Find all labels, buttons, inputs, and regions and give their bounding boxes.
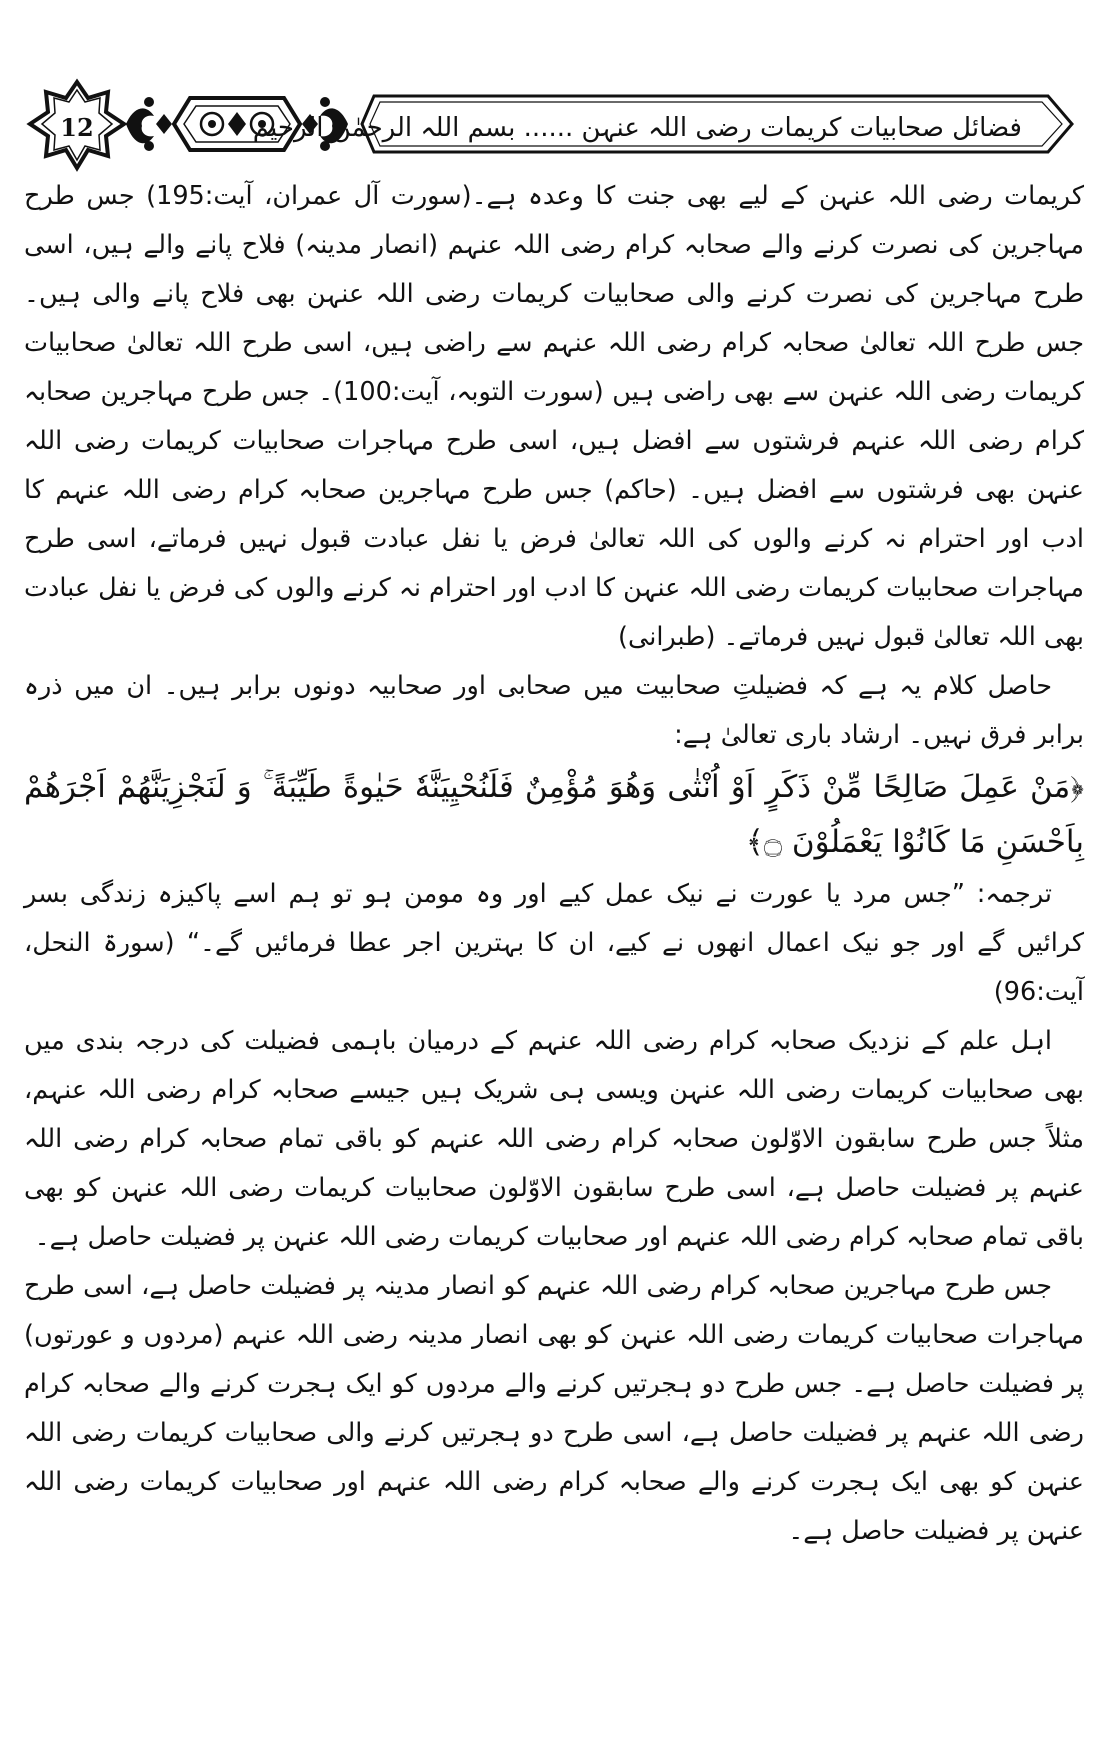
- running-title: فضائل صحابیات کریمات رضی اللہ عنہن ...... بسم اللہ الرحمٰن الرحیم: [252, 113, 1022, 143]
- paragraph: حاصل کلام یہ ہے کہ فضیلتِ صحابیت میں صحابی اور صحابیہ دونوں برابر ہیں۔ ان میں ذرہ برابر فرق نہیں۔ ارشاد باری تعالیٰ ہے:: [24, 671, 1084, 750]
- floral-ornament-icon: [126, 97, 172, 151]
- paragraph: اہل علم کے نزدیک صحابہ کرام رضی اللہ عنہم کے درمیان باہمی فضیلت کی درجہ بندی میں بھی صحابیات کریمات رضی اللہ عنہن ویسی ہی شریک ہیں جیسے صحابہ کرام رضی اللہ عنہم، مثلاً جس طرح سابقون الاوّلون صحابہ کرام رضی اللہ عنہم کو باقی تمام صحابہ کرام رضی اللہ عنہم پر فضیلت حاصل ہے، اسی طرح سابقون الاوّلون صحابیات کریمات رضی اللہ عنہن کو بھی باقی تمام صحابہ کرام رضی اللہ عنہم اور صحابیات کریمات رضی اللہ عنہن پر فضیلت حاصل ہے۔: [24, 1026, 1084, 1252]
- page-number: 12: [60, 112, 94, 142]
- page-header: [22, 80, 1082, 178]
- quran-verse: ﴿مَنْ عَمِلَ صَالِحًا مِّنْ ذَكَرٍ اَوْ اُنْثٰى وَهُوَ مُؤْمِنٌ فَلَنُحْيِيَنَّهٗ حَيٰوةً طَيِّبَةً ۚ وَ لَنَجْزِيَنَّهُمْ اَجْرَهُمْ بِاَحْسَنِ مَا كَانُوْا يَعْمَلُوْنَ ۝﴾: [24, 769, 1084, 860]
- page-body: [24, 172, 1084, 1747]
- translation-paragraph: ترجمہ: ”جس مرد یا عورت نے نیک عمل کیے اور وہ مومن ہو تو ہم اسے پاکیزہ زندگی بسر کرائیں گے اور جو نیک اعمال انھوں نے کیے، ان کا بہترین اجر عطا فرمائیں گے۔“ (سورۃ النحل، آیت:96): [24, 879, 1084, 1007]
- paragraph: جس طرح مہاجرین صحابہ کرام رضی اللہ عنہم کو انصار مدینہ پر فضیلت حاصل ہے، اسی طرح مہاجرات صحابیات کریمات رضی اللہ عنہن کو بھی انصار مدینہ رضی اللہ عنہم (مردوں و عورتوں) پر فضیلت حاصل ہے۔ جس طرح دو ہجرتیں کرنے والے مردوں کو ایک ہجرت کرنے والے صحابہ کرام رضی اللہ عنہم پر فضیلت حاصل ہے، اسی طرح دو ہجرتیں کرنے والی صحابیات کریمات رضی اللہ عنہن کو بھی ایک ہجرت کرنے والے صحابہ کرام رضی اللہ عنہم اور صحابیات کریمات رضی اللہ عنہن پر فضیلت حاصل ہے۔: [24, 1271, 1084, 1546]
- paragraph: کریمات رضی اللہ عنہن کے لیے بھی جنت کا وعدہ ہے۔(سورت آل عمران، آیت:195) جس طرح مہاجرین کی نصرت کرنے والے صحابہ کرام رضی اللہ عنہم (انصار مدینہ) فلاح پانے والے ہیں، اسی طرح مہاجرین کی نصرت کرنے والی صحابیات کریمات رضی اللہ عنہن بھی فلاح پانے والی ہیں۔ جس طرح اللہ تعالیٰ صحابہ کرام رضی اللہ عنہم سے راضی ہیں، اسی طرح اللہ تعالیٰ صحابیات کریمات رضی اللہ عنہن سے بھی راضی ہیں (سورت التوبہ، آیت:100)۔ جس طرح مہاجرین صحابہ کرام رضی اللہ عنہم فرشتوں سے افضل ہیں، اسی طرح مہاجرات صحابیات کریمات رضی اللہ عنہن بھی فرشتوں سے افضل ہیں۔ (حاکم) جس طرح مہاجرین صحابہ کرام رضی اللہ عنہم کا ادب اور احترام نہ کرنے والوں کی اللہ تعالیٰ فرض یا نفل عبادت قبول نہیں فرماتے، اسی طرح مہاجرات صحابیات کریمات رضی اللہ عنہن کا ادب اور احترام نہ کرنے والوں کی فرض یا نفل عبادت بھی اللہ تعالیٰ قبول نہیں فرماتے۔ (طبرانی): [24, 181, 1085, 652]
